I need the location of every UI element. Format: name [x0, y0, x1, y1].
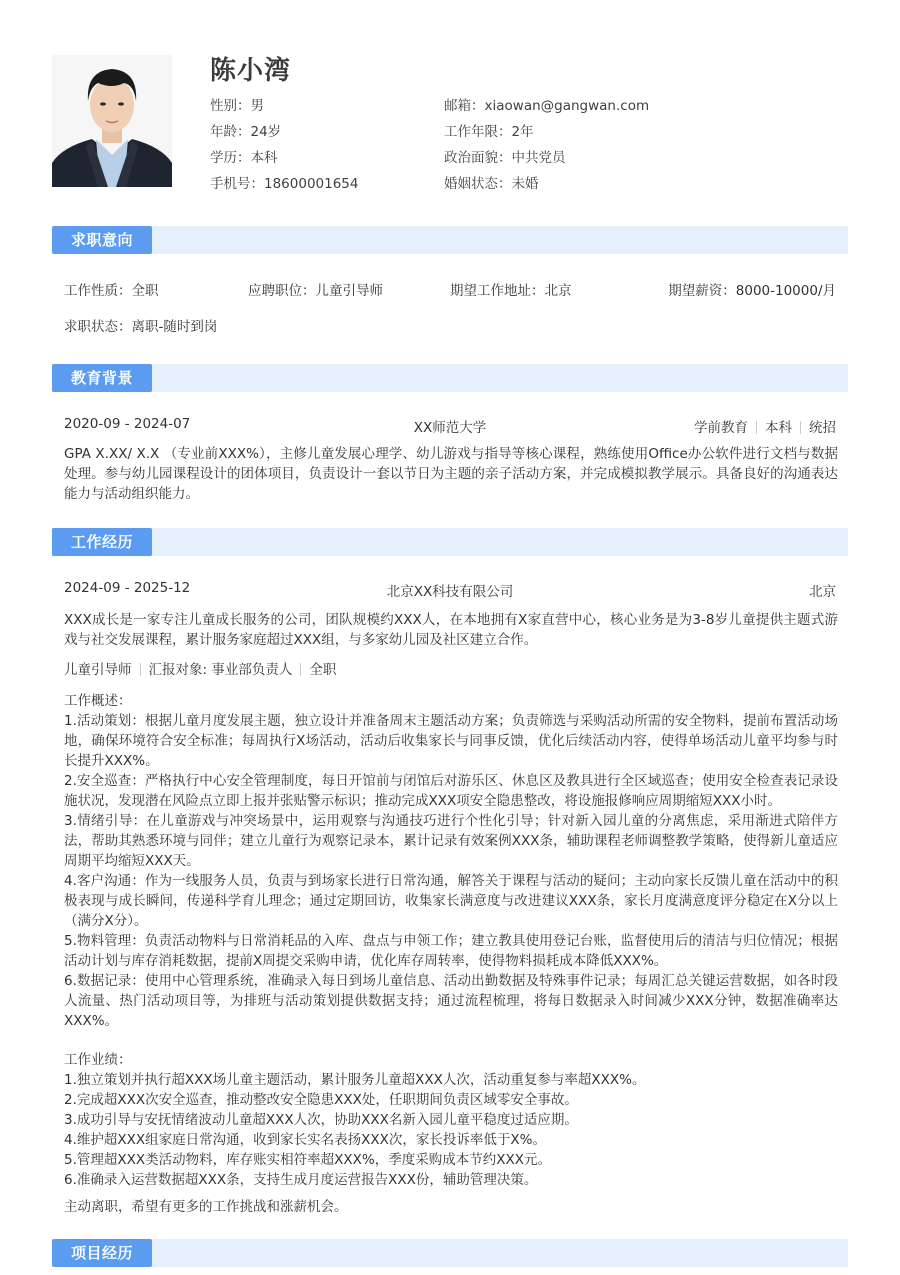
work-city: 北京 [809, 584, 836, 600]
achievement-item: 3.成功引导与安抚情绪波动儿童超XXX人次，协助XXX名新入园儿童平稳度过适应期。 [64, 1112, 578, 1128]
info-label: 婚姻状态： [444, 176, 512, 192]
education-tags [694, 416, 836, 436]
section-header-intention [52, 226, 848, 254]
intention-position: 应聘职位：儿童引导师 [248, 283, 383, 299]
portrait-icon [52, 55, 172, 187]
intention-salary: 期望薪资：8000-10000/月 [668, 283, 836, 299]
info-value: 24岁 [250, 124, 282, 140]
work-leave-reason: 主动离职，希望有更多的工作挑战和涨薪机会。 [64, 1199, 348, 1215]
achievement-item: 6.准确录入运营数据超XXX条，支持生成月度运营报告XXX份，辅助管理决策。 [64, 1172, 538, 1188]
info-marital-status [444, 172, 539, 192]
info-value: 本科 [250, 150, 278, 166]
info-label: 学历： [210, 150, 251, 166]
info-label: 政治面貌： [444, 150, 512, 166]
work-title: 儿童引导师 [64, 662, 132, 678]
info-gender [210, 94, 264, 114]
info-phone [210, 172, 358, 192]
education-entry-header [64, 416, 836, 436]
work-tags [64, 658, 836, 678]
overview-item: 6.数据记录：使用中心管理系统，准确录入每日到场儿童信息、活动出勤数据及特殊事件记录；每周汇总关键运营数据，如各时段人流量、热门活动项目等，为排班与活动策划提供数据支持；通过流程梳理，将每日数据录入时间减少XXX分钟，数据准确率达XXX%。 [64, 973, 838, 1029]
education-school: XX师范大学 [413, 420, 487, 436]
overview-item: 4.客户沟通：作为一线服务人员，负责与到场家长进行日常沟通，解答关于课程与活动的疑问；主动向家长反馈儿童在活动中的积极表现与成长瞬间，传递科学育儿理念；通过定期回访，收集家长满意度与改进建议XXX条，家长月度满意度评分稳定在X分以上（满分X分）。 [64, 873, 838, 929]
work-period: 2024-09 - 2025-12 [64, 580, 191, 596]
info-value: 未婚 [511, 176, 539, 192]
intention-job-type: 工作性质：全职 [64, 283, 159, 299]
candidate-name: 陈小湾 [210, 56, 292, 86]
education-degree: 本科 [765, 420, 792, 436]
work-entry-header [64, 580, 836, 600]
info-label: 年龄： [210, 124, 251, 140]
section-header-education [52, 364, 848, 392]
work-overview-title: 工作概述： [64, 693, 132, 709]
info-value: 男 [250, 98, 264, 114]
divider [800, 421, 801, 434]
overview-item: 1.活动策划：根据儿童月度发展主题，独立设计并准备周末主题活动方案；负责筛选与采购活动所需的安全物料，提前布置活动场地，确保环境符合安全标准；每周执行X场活动，活动后收集家长与同事反馈，优化后续活动内容，使得单场活动儿童平均参与时长提升XXX%。 [64, 713, 838, 769]
profile-header [52, 50, 852, 190]
info-value: 中共党员 [511, 150, 566, 166]
intention-status: 求职状态：离职-随时到岗 [64, 319, 218, 335]
avatar-photo [52, 55, 172, 187]
work-achievements-title: 工作业绩： [64, 1052, 132, 1068]
work-type: 全职 [309, 662, 337, 678]
education-enrollment: 统招 [809, 420, 836, 436]
achievement-item: 4.维护超XXX组家庭日常沟通，收到家长实名表扬XXX次，家长投诉率低于X%。 [64, 1132, 546, 1148]
divider [300, 663, 301, 676]
overview-item: 3.情绪引导：在儿童游戏与冲突场景中，运用观察与沟通技巧进行个性化引导；针对新入园儿童的分离焦虑，采用渐进式陪伴方法，帮助其熟悉环境与同伴；建立儿童行为观察记录本，累计记录有效案例XXX条，辅助课程老师调整教学策略，使得新儿童适应周期平均缩短XXX天。 [64, 813, 838, 869]
info-label: 邮箱： [444, 98, 485, 114]
work-company: 北京XX科技有限公司 [386, 584, 514, 600]
section-title: 求职意向 [52, 226, 152, 254]
education-period: 2020-09 - 2024-07 [64, 416, 191, 432]
achievement-item: 1.独立策划并执行超XXX场儿童主题活动，累计服务儿童超XXX人次，活动重复参与率超XXX%。 [64, 1072, 646, 1088]
info-age [210, 120, 281, 140]
overview-item: 2.安全巡查：严格执行中心安全管理制度，每日开馆前与闭馆后对游乐区、休息区及教具进行全区域巡查；使用安全检查表记录设施状况，发现潜在风险点立即上报并张贴警示标识；推动完成XXX项安全隐患整改，将设施报修响应周期缩短XXX小时。 [64, 773, 838, 809]
info-value: xiaowan@gangwan.com [484, 98, 650, 114]
info-label: 工作年限： [444, 124, 512, 140]
work-company-intro: XXX成长是一家专注儿童成长服务的公司，团队规模约XXX人，在本地拥有X家直营中心，核心业务是为3-8岁儿童提供主题式游戏与社交发展课程，累计服务家庭超过XXX组，与多家幼儿园及社区建立合作。 [64, 612, 838, 648]
overview-item: 5.物料管理：负责活动物料与日常消耗品的入库、盘点与申领工作；建立教具使用登记台账，监督使用后的清洁与归位情况；根据活动计划与库存消耗数据，提前X周提交采购申请，优化库存周转率，使得物料损耗成本降低XXX%。 [64, 933, 838, 969]
section-header-project [52, 1239, 848, 1267]
info-label: 手机号： [210, 176, 264, 192]
intention-location: 期望工作地址：北京 [450, 283, 572, 299]
info-email [444, 94, 649, 114]
info-label: 性别： [210, 98, 251, 114]
section-header-work [52, 528, 848, 556]
section-title: 工作经历 [52, 528, 152, 556]
work-report-to: 汇报对象: 事业部负责人 [148, 662, 293, 678]
info-value: 2年 [511, 124, 534, 140]
education-description: GPA X.XX/ X.X （专业前XXX%），主修儿童发展心理学、幼儿游戏与指导等核心课程，熟练使用Office办公软件进行文档与数据处理。参与幼儿园课程设计的团体项目，负责设计一套以节日为主题的亲子活动方案，并完成模拟教学展示。具备良好的沟通表达能力与活动组织能力。 [64, 446, 838, 502]
divider [140, 663, 141, 676]
achievement-item: 5.管理超XXX类活动物料，库存账实相符率超XXX%，季度采购成本节约XXX元。 [64, 1152, 551, 1168]
work-achievements [64, 1050, 838, 1190]
info-work-years [444, 120, 534, 140]
work-overview [64, 691, 838, 1031]
divider [756, 421, 757, 434]
section-title: 项目经历 [52, 1239, 152, 1267]
achievement-item: 2.完成超XXX次安全巡查，推动整改安全隐患XXX处，任职期间负责区域零安全事故。 [64, 1092, 578, 1108]
info-political-status [444, 146, 566, 166]
info-education [210, 146, 278, 166]
info-value: 18600001654 [264, 176, 359, 192]
section-title: 教育背景 [52, 364, 152, 392]
education-major: 学前教育 [694, 420, 748, 436]
